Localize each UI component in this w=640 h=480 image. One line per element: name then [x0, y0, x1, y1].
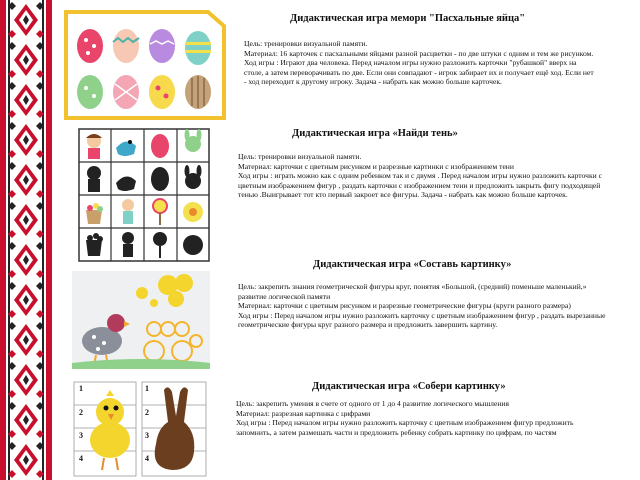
- shadow-rules: Ход игры : играть можно как с одним ребенком так и с двумя . Перед началом игры нужно разложить карточки с цветным изображением фигур , раздать карточки с изображением тени и предложить закрыть фигу подходящей тенью .Выигрывает тот кто первый закроет все фигуры. Задача - набрать как можно больше карточек.: [238, 171, 602, 200]
- easter-eggs-image: [62, 8, 228, 122]
- find-shadow-image: [78, 128, 210, 262]
- puzzle-number-4b: 4: [145, 454, 149, 463]
- ornamental-border: [0, 0, 52, 480]
- assemble-goal: Цель: закрепить умения в счете от одного от 1 до 4 развитие логического мышления: [236, 399, 509, 408]
- shadow-goal: Цель: тренировки визуальной памяти.: [238, 152, 362, 161]
- section-title-compose: Дидактическая игра «Составь картинку»: [313, 259, 512, 270]
- puzzle-number-2: 2: [79, 408, 83, 417]
- compose-material: Материал: карточки с цветным рисунком и разрезные геометрические фигуры (круги разного размера): [238, 301, 571, 311]
- memory-rules: Ход игры : Играют два человека. Перед началом игры нужно разложить карточки "рубашкой" вверх на столе, а затем переворачивать по две. Если они совпадают - игрок забирает их и получает ещё ход. Если нет - ход переходит к другому игроку. Задача - набрать как можно больше карточек.: [244, 58, 594, 87]
- puzzle-number-4: 4: [79, 454, 83, 463]
- compose-picture-image: [72, 271, 210, 369]
- section-text-assemble: [236, 399, 606, 437]
- assemble-rules: Ход игры : Перед началом игры нужно разложить карточку с цветным изображением фигур предложить запомнить, а затем размешать части и предложить ребенку собрать картинку по цифрам, по частям: [236, 418, 574, 437]
- compose-goal: Цель: закрепить знания геометрической фигуры круг, понятия «Большой, (средний) поменьше маленький,» развитие логической памяти: [238, 282, 587, 301]
- puzzle-number-1: 1: [79, 384, 83, 393]
- memory-material: Материал: 16 карточек с пасхальными яйцами разной расцветки - по две штуки с одним и тем же рисунком.: [244, 48, 594, 58]
- shadow-material: Материал: карточки с цветным рисунком и разрезные картинки с изображением тени: [238, 161, 514, 171]
- puzzle-number-3: 3: [79, 431, 83, 440]
- section-text-memory: [244, 39, 594, 87]
- compose-rules: Ход игры : Перед началом игры нужно разложить карточку с цветным изображением фигур , раздать вырезанные геометрические фигуры круг разного размера и предложить завершить картину.: [238, 310, 606, 330]
- puzzle-number-1b: 1: [145, 384, 149, 393]
- puzzle-number-3b: 3: [145, 431, 149, 440]
- section-text-compose: [238, 282, 608, 330]
- section-title-memory: Дидактическая игра мемори "Пасхальные яйца": [290, 13, 526, 24]
- assemble-picture-image: [72, 380, 208, 478]
- section-text-shadow: [238, 152, 610, 200]
- memory-goal: Цель: тренировки визуальной памяти.: [244, 39, 368, 48]
- assemble-material: Материал: разрезная картинка с цифрами: [236, 408, 371, 418]
- puzzle-number-2b: 2: [145, 408, 149, 417]
- section-title-shadow: Дидактическая игра «Найди тень»: [292, 128, 458, 139]
- section-title-assemble: Дидактическая игра «Собери картинку»: [312, 381, 506, 392]
